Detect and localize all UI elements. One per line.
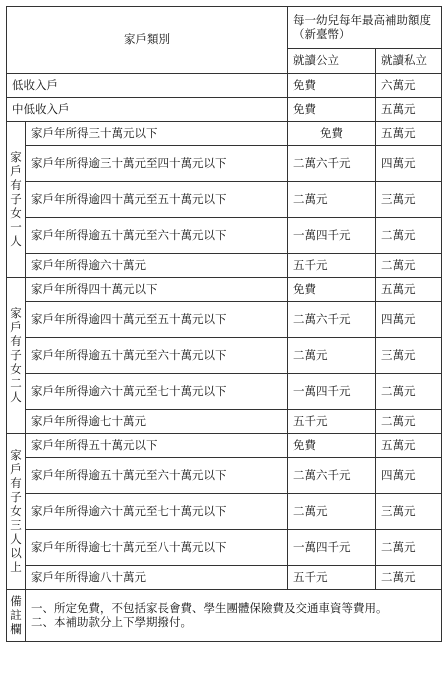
- public-amount-cell: 二萬六千元: [288, 302, 376, 338]
- income-cell: 家戶年所得逾四十萬元至五十萬元以下: [26, 182, 288, 218]
- table-row: [7, 434, 442, 458]
- category-cell: 中低收入戶: [7, 98, 288, 122]
- public-amount-cell: 免費: [288, 74, 376, 98]
- public-amount-cell: 免費: [288, 122, 376, 146]
- table-row: [7, 338, 442, 374]
- table-row: [7, 302, 442, 338]
- table-row: [7, 278, 442, 302]
- table-row: [7, 530, 442, 566]
- header-row-1: [7, 7, 442, 49]
- private-amount-cell: 三萬元: [376, 182, 442, 218]
- private-amount-cell: 二萬元: [376, 530, 442, 566]
- header-amount-title: 每一幼兒每年最高補助額度（新臺幣）: [288, 7, 442, 49]
- private-amount-cell: 四萬元: [376, 458, 442, 494]
- private-amount-cell: 二萬元: [376, 218, 442, 254]
- header-public: 就讀公立: [288, 49, 376, 74]
- table-row: [7, 458, 442, 494]
- public-amount-cell: 二萬六千元: [288, 146, 376, 182]
- private-amount-cell: 四萬元: [376, 146, 442, 182]
- table-row: [7, 146, 442, 182]
- table-row: [7, 254, 442, 278]
- income-cell: 家戶年所得逾六十萬元至七十萬元以下: [26, 374, 288, 410]
- income-cell: 家戶年所得五十萬元以下: [26, 434, 288, 458]
- public-amount-cell: 二萬元: [288, 182, 376, 218]
- income-cell: 家戶年所得逾七十萬元至八十萬元以下: [26, 530, 288, 566]
- category-cell: 低收入戶: [7, 74, 288, 98]
- header-private: 就讀私立: [376, 49, 442, 74]
- public-amount-cell: 免費: [288, 278, 376, 302]
- table-row: [7, 410, 442, 434]
- table-row: [7, 218, 442, 254]
- public-amount-cell: 五千元: [288, 410, 376, 434]
- private-amount-cell: 三萬元: [376, 494, 442, 530]
- private-amount-cell: 二萬元: [376, 374, 442, 410]
- notes-row: [7, 590, 442, 642]
- private-amount-cell: 五萬元: [376, 122, 442, 146]
- notes-label: 備註欄: [10, 594, 22, 637]
- group-label: 家戶有子女三人以上: [10, 448, 22, 575]
- note-text: 本補助款分上下學期撥付。: [54, 614, 192, 629]
- table-row: [7, 374, 442, 410]
- income-cell: 家戶年所得逾五十萬元至六十萬元以下: [26, 338, 288, 374]
- table-row: [7, 566, 442, 590]
- public-amount-cell: 五千元: [288, 566, 376, 590]
- income-cell: 家戶年所得逾六十萬元至七十萬元以下: [26, 494, 288, 530]
- private-amount-cell: 二萬元: [376, 566, 442, 590]
- private-amount-cell: 四萬元: [376, 302, 442, 338]
- group-label: 家戶有子女二人: [10, 306, 22, 405]
- group-label-cell: [7, 434, 26, 590]
- table-row: [7, 74, 442, 98]
- income-cell: 家戶年所得逾七十萬元: [26, 410, 288, 434]
- public-amount-cell: 免費: [288, 434, 376, 458]
- public-amount-cell: 二萬元: [288, 338, 376, 374]
- group-label-cell: [7, 122, 26, 278]
- notes-cell: [26, 590, 442, 642]
- public-amount-cell: 免費: [288, 98, 376, 122]
- income-cell: 家戶年所得逾五十萬元至六十萬元以下: [26, 458, 288, 494]
- private-amount-cell: 二萬元: [376, 254, 442, 278]
- income-cell: 家戶年所得逾三十萬元至四十萬元以下: [26, 146, 288, 182]
- note-item: [31, 602, 436, 615]
- income-cell: 家戶年所得逾五十萬元至六十萬元以下: [26, 218, 288, 254]
- private-amount-cell: 五萬元: [376, 98, 442, 122]
- note-item: [31, 616, 436, 629]
- notes-label-cell: [7, 590, 26, 642]
- table-row: [7, 182, 442, 218]
- public-amount-cell: 二萬六千元: [288, 458, 376, 494]
- note-text: 所定免費，不包括家長會費、學生團體保險費及交通車資等費用。: [54, 601, 388, 616]
- table-row: [7, 494, 442, 530]
- income-cell: 家戶年所得四十萬元以下: [26, 278, 288, 302]
- private-amount-cell: 三萬元: [376, 338, 442, 374]
- public-amount-cell: 一萬四千元: [288, 530, 376, 566]
- private-amount-cell: 二萬元: [376, 410, 442, 434]
- public-amount-cell: 二萬元: [288, 494, 376, 530]
- note-number: 一、: [31, 601, 54, 616]
- income-cell: 家戶年所得逾八十萬元: [26, 566, 288, 590]
- table-row: [7, 122, 442, 146]
- public-amount-cell: 一萬四千元: [288, 218, 376, 254]
- private-amount-cell: 五萬元: [376, 434, 442, 458]
- table-row: [7, 98, 442, 122]
- public-amount-cell: 五千元: [288, 254, 376, 278]
- private-amount-cell: 五萬元: [376, 278, 442, 302]
- income-cell: 家戶年所得三十萬元以下: [26, 122, 288, 146]
- income-cell: 家戶年所得逾四十萬元至五十萬元以下: [26, 302, 288, 338]
- private-amount-cell: 六萬元: [376, 74, 442, 98]
- header-category: 家戶類別: [7, 7, 288, 74]
- note-number: 二、: [31, 614, 54, 629]
- group-label: 家戶有子女一人: [10, 150, 22, 249]
- group-label-cell: [7, 278, 26, 434]
- subsidy-table: [6, 6, 442, 642]
- income-cell: 家戶年所得逾六十萬元: [26, 254, 288, 278]
- public-amount-cell: 一萬四千元: [288, 374, 376, 410]
